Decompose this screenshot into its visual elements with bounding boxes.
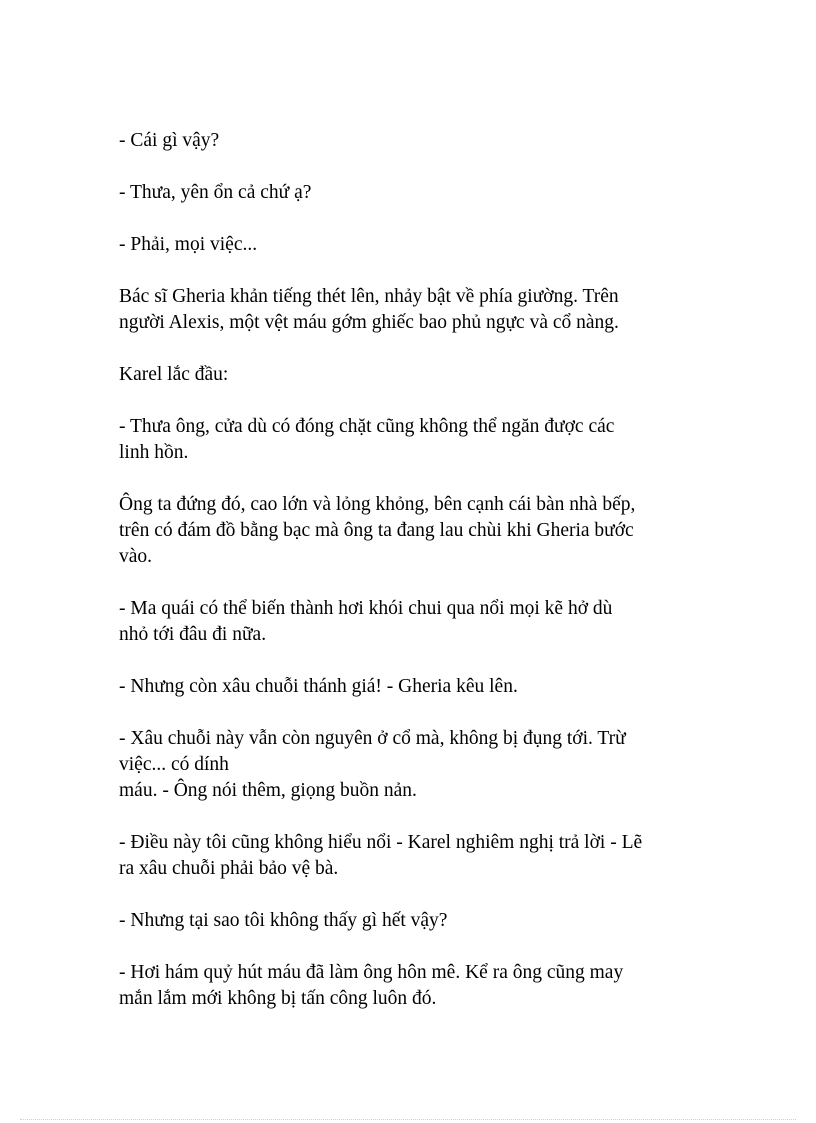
paragraph: [119, 492, 719, 570]
text-line: linh hồn.: [119, 442, 189, 463]
text-line: trên có đám đồ bằng bạc mà ông ta đang lau chùi khi Gheria bước: [119, 520, 634, 541]
paragraph: [119, 908, 719, 934]
text-line: vào.: [119, 546, 153, 567]
paragraph: [119, 180, 719, 206]
text-line: - Nhưng còn xâu chuỗi thánh giá! - Gheria kêu lên.: [119, 676, 518, 697]
document-body: [119, 128, 719, 1038]
text-line: - Điều này tôi cũng không hiểu nổi - Karel nghiêm nghị trả lời - Lẽ: [119, 832, 643, 853]
text-line: - Thưa ông, cửa dù có đóng chặt cũng không thể ngăn được các: [119, 416, 615, 437]
paragraph: [119, 284, 719, 336]
text-line: Bác sĩ Gheria khản tiếng thét lên, nhảy bật về phía giường. Trên: [119, 286, 619, 307]
paragraph: [119, 362, 719, 388]
text-line: - Phải, mọi việc...: [119, 234, 258, 255]
text-line: - Xâu chuỗi này vẫn còn nguyên ở cổ mà, không bị đụng tới. Trừ: [119, 728, 626, 749]
text-line: - Ma quái có thể biến thành hơi khói chui qua nổi mọi kẽ hở dù: [119, 598, 613, 619]
paragraph: [119, 596, 719, 648]
text-line: ra xâu chuỗi phải bảo vệ bà.: [119, 858, 339, 879]
text-line: máu. - Ông nói thêm, giọng buồn nản.: [119, 780, 417, 801]
paragraph: [119, 128, 719, 154]
text-line: - Cái gì vậy?: [119, 130, 220, 151]
text-line: Karel lắc đầu:: [119, 364, 229, 385]
paragraph: [119, 674, 719, 700]
paragraph: [119, 726, 719, 804]
page-bottom-divider: [20, 1119, 796, 1120]
paragraph: [119, 414, 719, 466]
paragraph: [119, 960, 719, 1012]
paragraph: [119, 232, 719, 258]
text-line: - Thưa, yên ổn cả chứ ạ?: [119, 182, 312, 203]
text-line: nhỏ tới đâu đi nữa.: [119, 624, 267, 645]
text-line: - Nhưng tại sao tôi không thấy gì hết vậy?: [119, 910, 448, 931]
paragraph: [119, 830, 719, 882]
text-line: - Hơi hám quỷ hút máu đã làm ông hôn mê. Kể ra ông cũng may: [119, 962, 624, 983]
text-line: việc... có dính: [119, 754, 229, 775]
text-line: người Alexis, một vệt máu gớm ghiếc bao phủ ngực và cổ nàng.: [119, 312, 619, 333]
text-line: mắn lắm mới không bị tấn công luôn đó.: [119, 988, 437, 1009]
text-line: Ông ta đứng đó, cao lớn và lỏng khỏng, bên cạnh cái bàn nhà bếp,: [119, 494, 636, 515]
